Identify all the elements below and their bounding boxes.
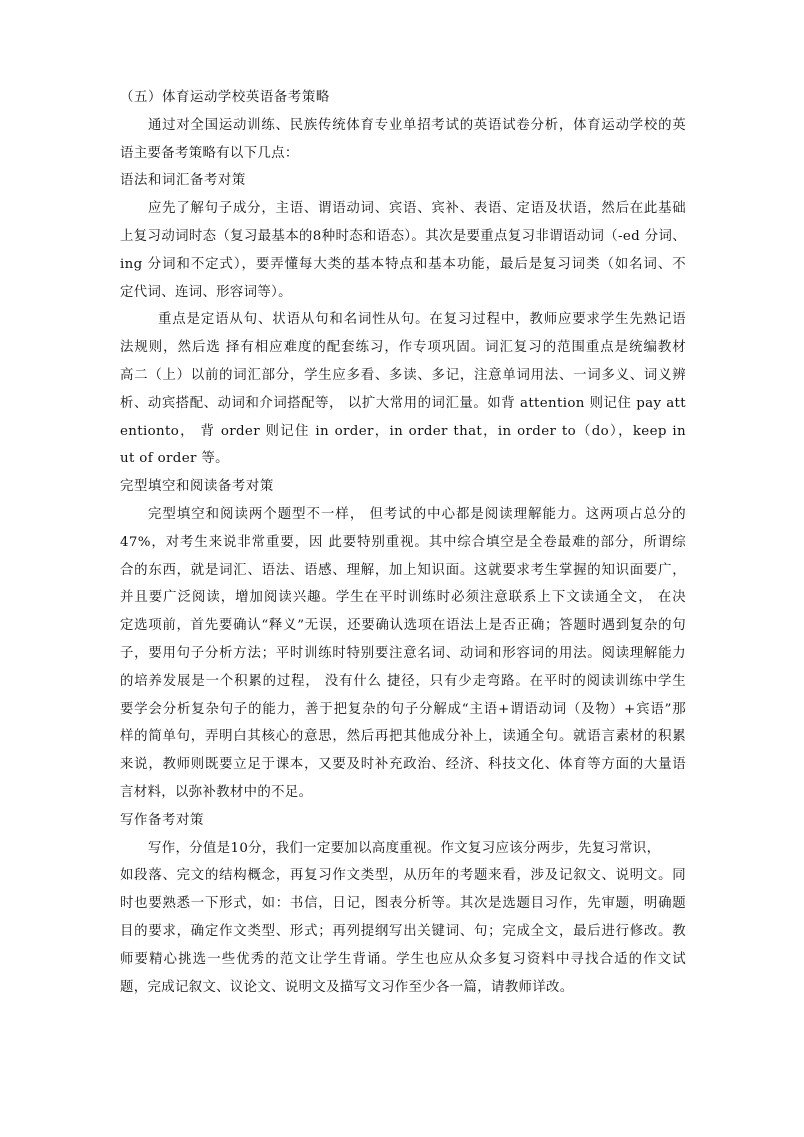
text-line: 应先了解句子成分，主语、谓语动词、宾语、宾补、表语、定语及状语，然后在此基础 [148,201,686,217]
text-line: 通过对全国运动训练、民族传统体育专业单招考试的英语试卷分析，体育运动学校的英 [148,117,686,133]
grammar-paragraph-2 [120,306,686,473]
section-title: （五）体育运动学校英语备考策略 [120,90,330,105]
text-line: entionto， 背 order 则记住 in order，in order that，in order to（do），keep in [120,423,686,439]
text-line: 定代词、连词、形容词等）。 [120,284,292,300]
text-line: ing 分词和不定式），要弄懂每大类的基本特点和基本功能，最后是复习词类（如名词、不 [120,256,686,272]
text-line: 子，要用句子分析方法；平时训练时特别要注意名词、动词和形容词的用法。阅读理解能力 [120,645,686,661]
text-line: 定选项前，首先要确认“释义”无误，还要确认选项在语法上是否正确；答题时遇到复杂的句 [120,618,686,634]
writing-paragraph [120,835,686,1002]
text-line: 法规则，然后选 择有相应难度的配套练习，作专项巩固。词汇复习的范围重点是统编教材 [120,340,686,356]
text-line: 语主要备考策略有以下几点： [120,145,299,161]
text-line: ut of order 等。 [120,451,229,467]
text-line: 高二（上）以前的词汇部分，学生应多看、多读、多记，注意单词用法、一词多义、词义辨 [120,367,686,383]
text-line: 重点是定语从句、状语从句和名词性从句。在复习过程中，教师应要求学生先熟记语 [158,312,686,328]
text-line: 目的要求，确定作文类型、形式；再列提纲写出关键词、句；完成全文，最后进行修改。教 [120,923,686,939]
text-line: 题，完成记叙文、议论文、说明文及描写文习作至少各一篇，请教师详改。 [120,979,574,995]
text-line: 师要精心挑选一些优秀的范文让学生背诵。学生也应从众多复习资料中寻找合适的作文试 [120,951,686,967]
text-line: 言材料，以弥补教材中的不足。 [120,784,313,800]
text-line: 时也要熟悉一下形式，如：书信，日记，图表分析等。其次是选题目习作，先审题，明确题 [120,896,686,912]
grammar-paragraph-1 [120,195,686,306]
cloze-heading: 完型填空和阅读备考对策 [120,479,274,495]
text-line: 47%，对考生来说非常重要，因 此要特别重视。其中综合填空是全卷最难的部分，所谓综 [120,534,686,550]
text-line: 来说，教师则既要立足于课本，又要及时补充政治、经济、科技文化、体育等方面的大量语 [120,757,686,773]
intro-paragraph [120,112,686,168]
text-line: 的培养发展是一个积累的过程， 没有什么 捷径，只有少走弯路。在平时的阅读训练中学生 [120,673,686,689]
grammar-heading: 语法和词汇备考对策 [120,173,246,189]
text-line: 析、动宾搭配、动词和介词搭配等， 以扩大常用的词汇量。如背 attention 则记住 pay att [120,395,686,411]
text-line: 样的简单句，弄明白其核心的意思，然后再把其他成分补上，读通全句。就语言素材的积累 [120,729,686,745]
cloze-paragraph [120,501,686,807]
text-line: 并且要广泛阅读，增加阅读兴趣。学生在平时训练时必须注意联系上下文读通全文， 在决 [120,590,686,606]
writing-heading: 写作备考对策 [120,812,204,828]
text-line: 上复习动词时态（复习最基本的8种时态和语态）。其次是要重点复习非谓语动词（-ed 分词、 [120,228,686,244]
text-line: 要学会分析复杂句子的能力，善于把复杂的句子分解成“主语+谓语动词（及物）+宾语”那 [120,701,686,717]
text-line: 合的东西，就是词汇、语法、语感、理解，加上知识面。这就要求考生掌握的知识面要广， [120,562,686,578]
text-line: 如段落、完文的结构概念，再复习作文类型，从历年的考题来看，涉及记叙文、说明文。同 [120,868,686,884]
document-page [120,84,686,1001]
text-line: 完型填空和阅读两个题型不一样， 但考试的中心都是阅读理解能力。这两项占总分的 [148,506,686,522]
text-line: 写作，分值是10分，我们一定要加以高度重视。作文复习应该分两步，先复习常识， [148,840,661,856]
